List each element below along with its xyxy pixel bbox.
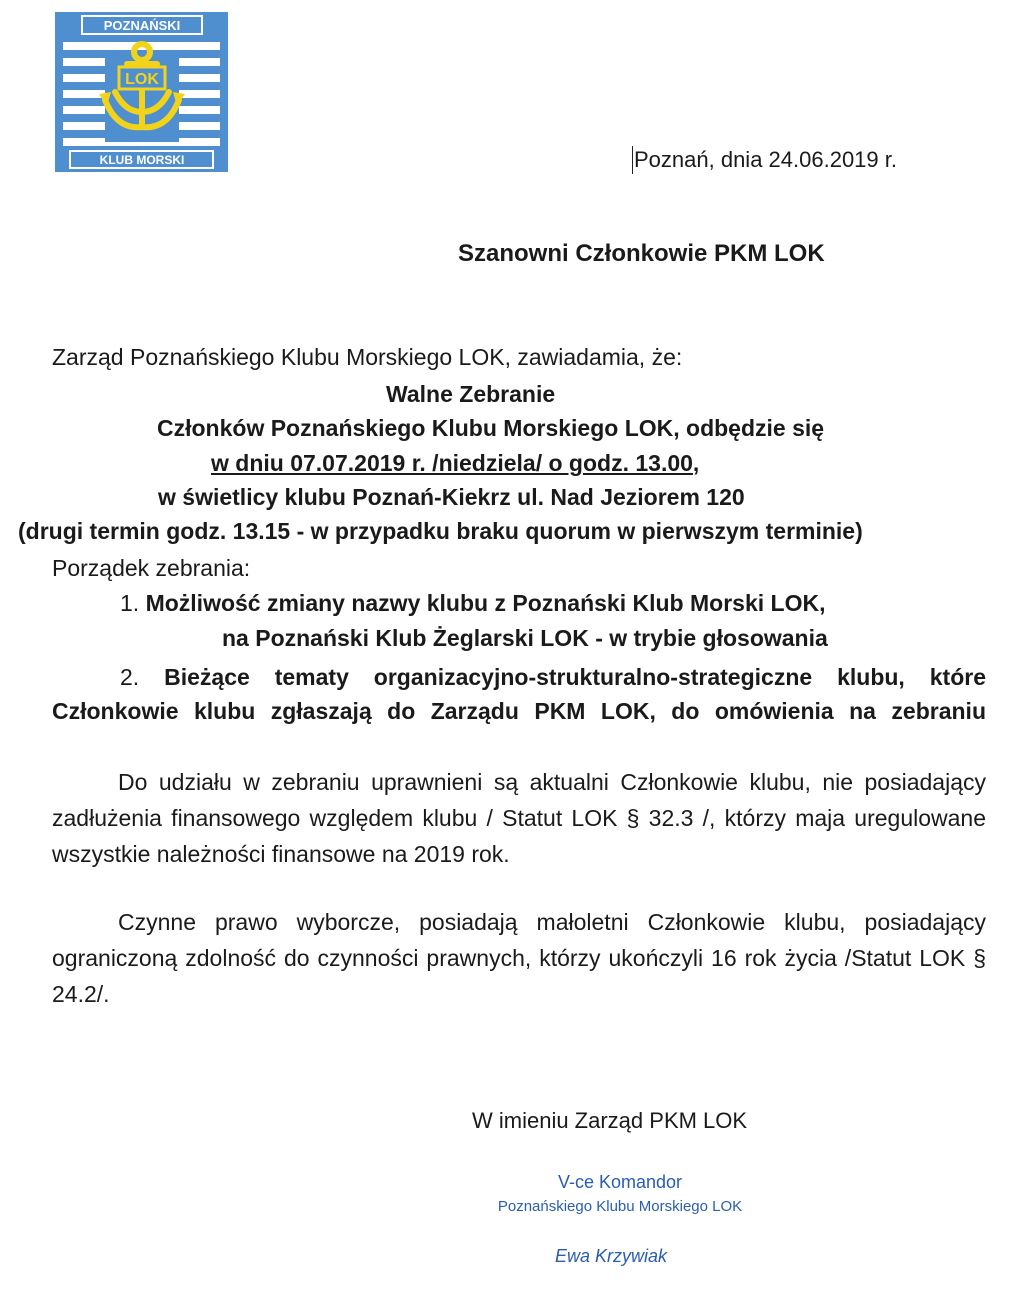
signature-on-behalf: W imieniu Zarząd PKM LOK [472,1108,748,1133]
agenda-item-text: Możliwość zmiany nazwy klubu z Poznański Klub Morski LOK, [145,590,826,616]
agenda-item-1 [120,590,825,617]
agenda-item-text: Bieżące tematy organizacyjno-strukturalno-strategiczne klubu, które Członkowie klubu zgłaszają do Zarządu PKM LOK, do omówienia na zebraniu [52,664,986,724]
signature-organization: Poznańskiego Klubu Morskiego LOK [497,1198,743,1215]
agenda-item-number: 2. [120,664,140,690]
meeting-location: w świetlicy klubu Poznań-Kiekrz ul. Nad Jeziorem 120 [158,484,745,510]
meeting-subtitle: Członków Poznańskiego Klubu Morskiego LOK, odbędzie się [157,415,825,441]
agenda-item-number: 1. [120,590,140,616]
meeting-datetime-suffix: , [692,450,700,476]
svg-text:LOK: LOK [125,71,159,88]
agenda-title: Porządek zebrania: [52,555,251,581]
meeting-datetime [211,450,699,477]
intro-text: Zarząd Poznańskiego Klubu Morskiego LOK, zawiadamia, że: [52,344,683,370]
club-logo [55,12,228,172]
paragraph-eligibility [52,764,986,872]
meeting-title: Walne Zebranie [386,381,556,407]
svg-text:POZNAŃSKI: POZNAŃSKI [103,18,181,33]
paragraph-text: Do udziału w zebraniu uprawnieni są aktualni Członkowie klubu, nie posiadający zadłużenia finansowego względem klubu / Statut LOK § 32.3 /, którzy maja uregulowane wszystkie należności finansowe na 2019 rok. [52,769,986,867]
meeting-second-term: (drugi termin godz. 13.15 - w przypadku braku quorum w pierwszym terminie) [18,518,863,544]
greeting-text: Szanowni Członkowie PKM LOK [458,240,825,267]
paragraph-text: Czynne prawo wyborcze, posiadają małoletni Członkowie klubu, posiadający ograniczoną zdolność do czynności prawnych, którzy ukończyli 16 rok życia /Statut LOK § 24.2/. [52,909,986,1007]
agenda-item-2 [52,660,986,762]
svg-text:KLUB MORSKI: KLUB MORSKI [99,153,185,167]
letter-date: Poznań, dnia 24.06.2019 r. [634,147,897,172]
agenda-item-1-continuation: na Poznański Klub Żeglarski LOK - w trybie głosowania [222,625,828,651]
anchor-logo-icon [55,12,228,172]
meeting-datetime-underlined: w dniu 07.07.2019 r. /niedziela/ o godz. 13.00 [211,450,693,476]
signature-name: Ewa Krzywiak [554,1246,668,1266]
signature-role: V-ce Komandor [557,1172,683,1192]
paragraph-voting-rights [52,904,986,1012]
